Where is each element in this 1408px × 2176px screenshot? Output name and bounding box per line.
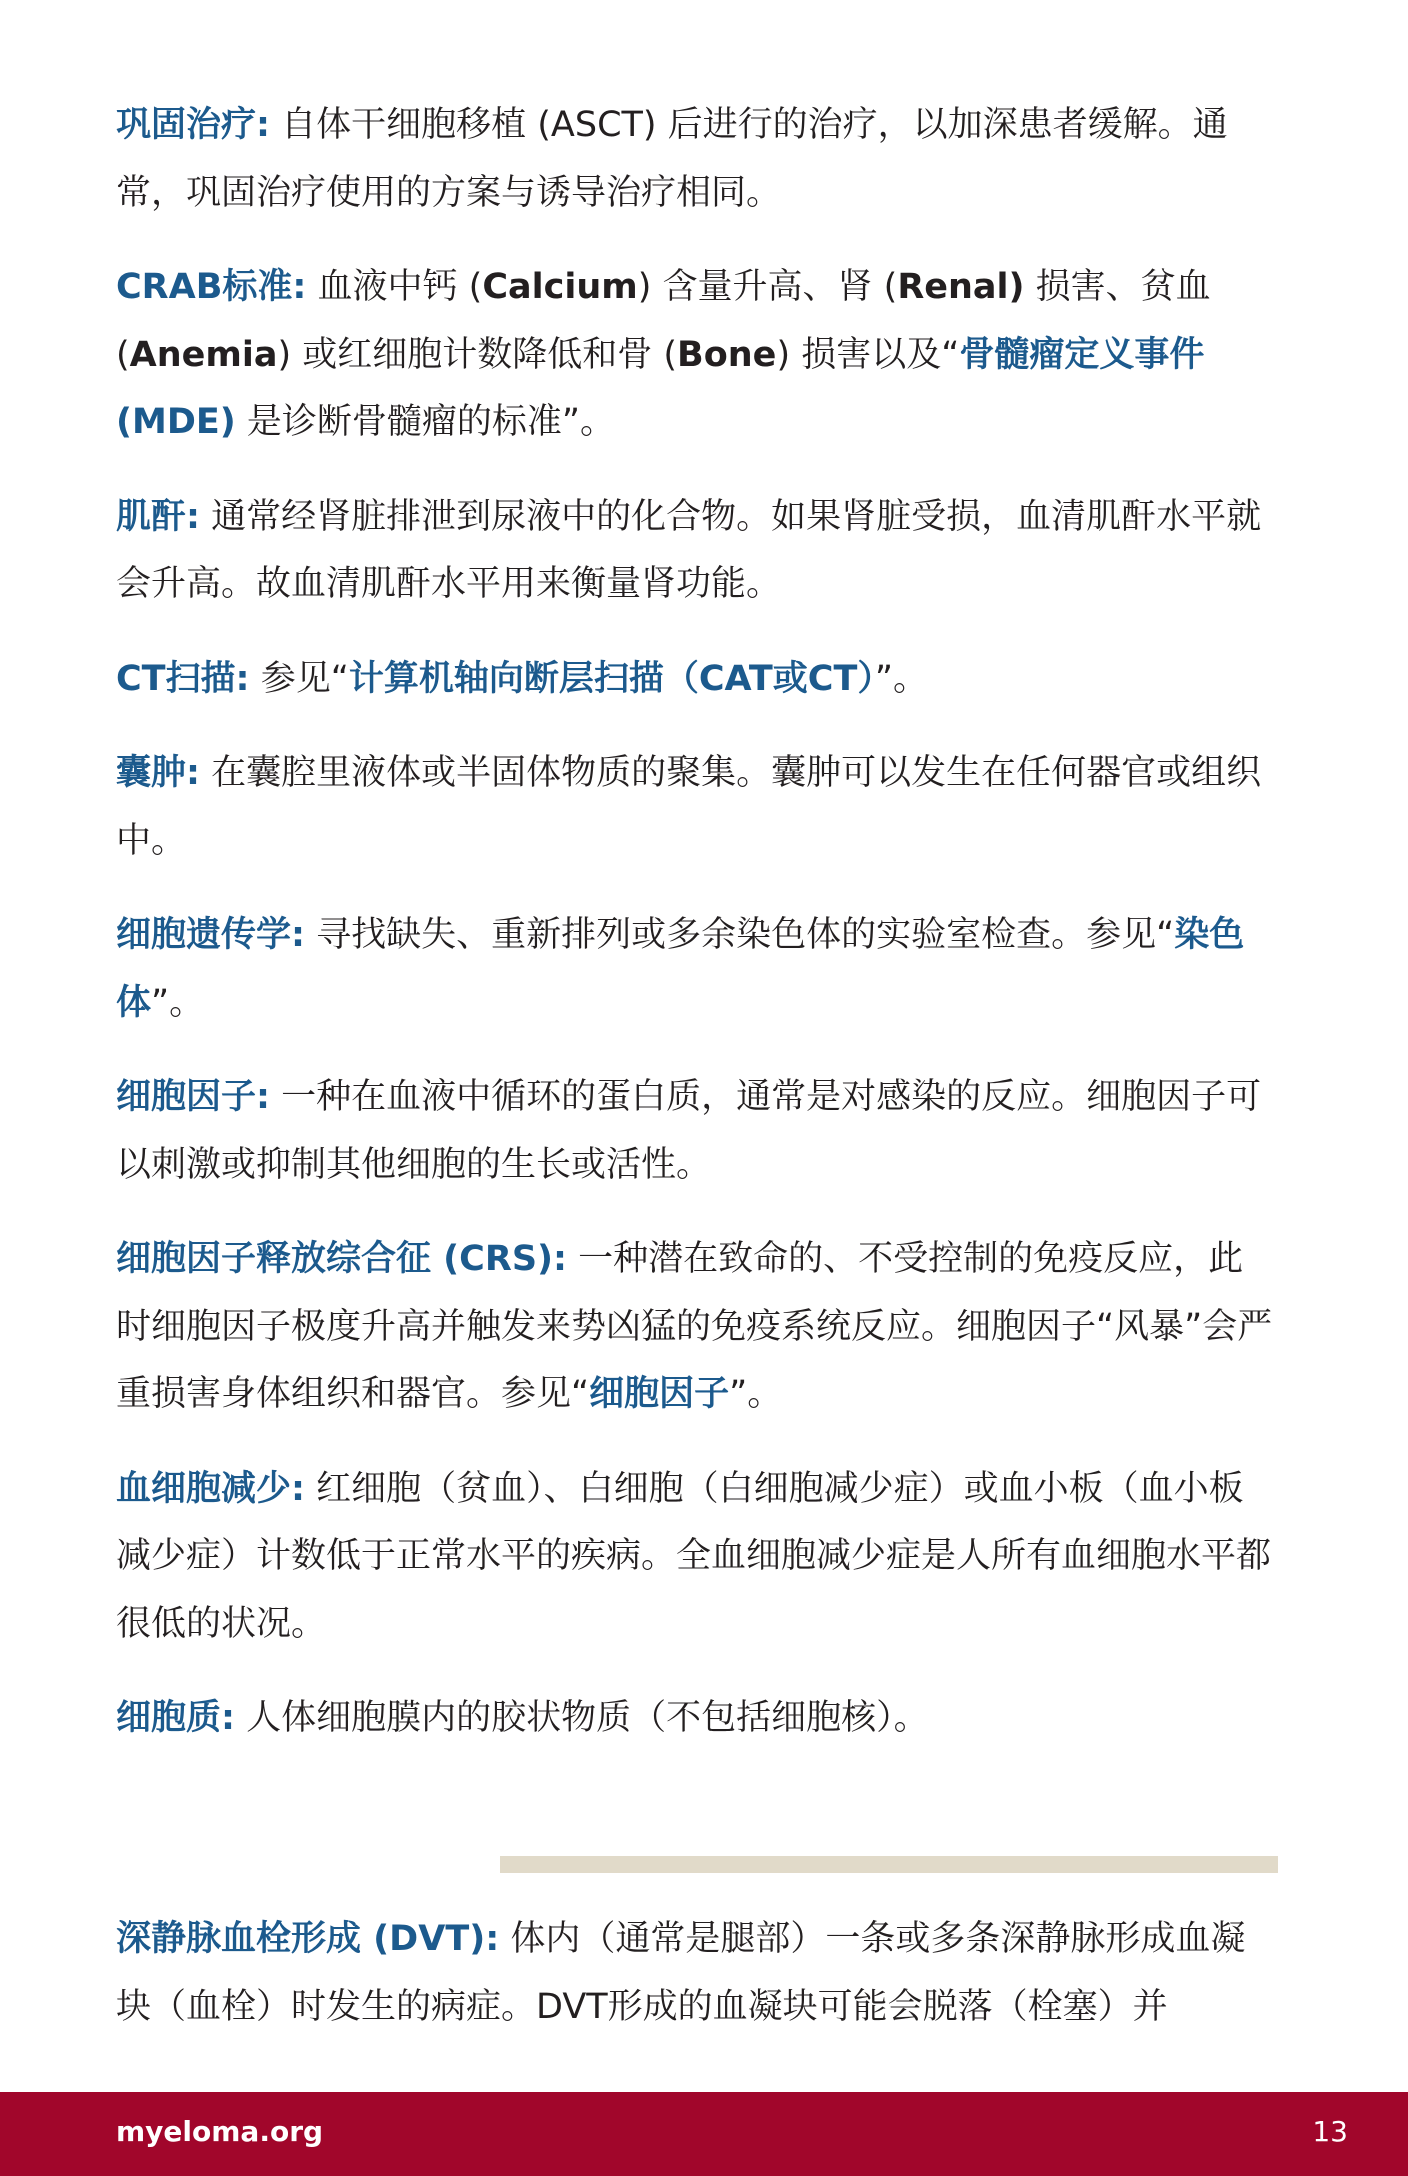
glossary-definition: ) 或红细胞计数降低和骨 ( <box>277 334 678 375</box>
glossary-definition: ”。 <box>151 982 205 1023</box>
glossary-definition: 参见“ <box>249 658 349 699</box>
page-footer <box>0 2092 1408 2176</box>
glossary-term: 囊肿: <box>116 753 200 793</box>
bold-text: Calcium <box>482 267 638 307</box>
glossary-term: 巩固治疗: <box>116 105 270 145</box>
glossary-entry-crs <box>116 1226 1278 1429</box>
glossary-section <box>116 92 1278 1780</box>
glossary-definition: 一种潜在致命的、不受控制的免疫反应，此时细胞因子极度升高并触发来势凶猛的免疫系统反应。细胞因子“风暴”会严重损害身体组织和器官。参见“ <box>116 1239 1273 1414</box>
glossary-entry-crab <box>116 254 1278 457</box>
glossary-term: 肌酐: <box>116 496 200 537</box>
page-number: 13 <box>1312 2115 1348 2148</box>
glossary-entry-dvt <box>116 1906 1278 2041</box>
glossary-definition: 通常经肾脏排泄到尿液中的化合物。如果肾脏受损，血清肌酐水平就会升高。故血清肌酐水平用来衡量肾功能。 <box>116 496 1262 604</box>
glossary-entry-cytogenetics <box>116 902 1278 1037</box>
glossary-term: 细胞遗传学: <box>116 915 305 955</box>
bold-text: Anemia <box>129 334 278 375</box>
glossary-term: CT扫描: <box>116 658 250 699</box>
glossary-section-d <box>116 1906 1278 2068</box>
footer-website-link[interactable]: myeloma.org <box>116 2115 324 2148</box>
glossary-definition: ”。 <box>874 658 928 699</box>
cross-reference-link[interactable]: 骨髓瘤定义事件 (MDE) <box>116 334 1205 442</box>
glossary-definition: 人体细胞膜内的胶状物质（不包括细胞核）。 <box>235 1698 929 1738</box>
glossary-definition: 体内（通常是腿部）一条或多条深静脉形成血凝块（血栓）时发生的病症。DVT形成的血凝块可能会脱落（栓塞）并 <box>116 1919 1246 2027</box>
glossary-definition: 是诊断骨髓瘤的标准”。 <box>235 402 616 442</box>
glossary-definition: 血液中钙 ( <box>306 267 483 307</box>
glossary-term: 细胞质: <box>116 1698 235 1738</box>
glossary-definition: 一种在血液中循环的蛋白质，通常是对感染的反应。细胞因子可以刺激或抑制其他细胞的生长或活性。 <box>116 1077 1262 1185</box>
glossary-definition: ) 含量升高、肾 ( <box>637 267 898 307</box>
section-divider <box>500 1856 1278 1873</box>
glossary-term: 细胞因子释放综合征 (CRS): <box>116 1239 568 1279</box>
glossary-definition: ”。 <box>729 1374 783 1414</box>
glossary-entry-cytoplasm <box>116 1685 1278 1753</box>
cross-reference-link[interactable]: 计算机轴向断层扫描（CAT或CT） <box>348 658 875 699</box>
glossary-term: CRAB标准: <box>116 267 307 307</box>
glossary-entry-cyst <box>116 740 1278 875</box>
glossary-definition: 自体干细胞移植 (ASCT) 后进行的治疗，以加深患者缓解。通常，巩固治疗使用的方案与诱导治疗相同。 <box>116 105 1228 213</box>
glossary-term: 深静脉血栓形成 (DVT): <box>116 1919 500 1959</box>
glossary-entry-consolidation <box>116 92 1278 227</box>
glossary-entry-ct-scan <box>116 646 1278 714</box>
glossary-definition: 损害、贫血 ( <box>116 267 1211 375</box>
glossary-definition: ) 损害以及“ <box>776 334 960 375</box>
glossary-definition: 红细胞（贫血）、白细胞（白细胞减少症）或血小板（血小板减少症）计数低于正常水平的疾病。全血细胞减少症是人所有血细胞水平都很低的状况。 <box>116 1468 1272 1644</box>
glossary-term: 细胞因子: <box>116 1077 270 1117</box>
cross-reference-link[interactable]: 细胞因子 <box>589 1374 730 1414</box>
cross-reference-link[interactable]: 染色体 <box>116 915 1245 1023</box>
glossary-definition: 在囊腔里液体或半固体物质的聚集。囊肿可以发生在任何器官或组织中。 <box>116 753 1262 861</box>
glossary-entry-cytopenia <box>116 1456 1278 1659</box>
glossary-term: 血细胞减少: <box>116 1468 305 1509</box>
glossary-entry-creatinine <box>116 484 1278 619</box>
glossary-definition: 寻找缺失、重新排列或多余染色体的实验室检查。参见“ <box>305 915 1175 955</box>
glossary-entry-cytokine <box>116 1064 1278 1199</box>
bold-text: Renal) <box>897 267 1025 307</box>
bold-text: Bone <box>677 334 777 375</box>
